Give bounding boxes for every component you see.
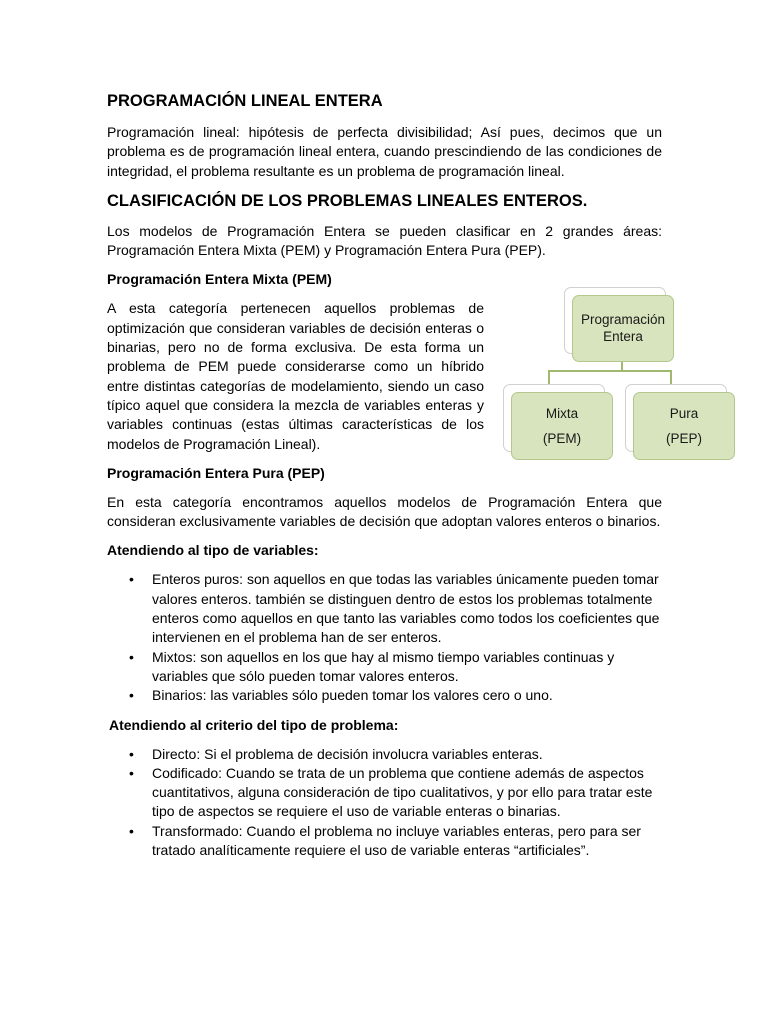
bullet-icon: • — [129, 571, 134, 588]
intro-paragraph: Programación lineal: hipótesis de perfecta divisibilidad; Así pues, decimos que un problema es de programación lineal entera, cuando prescindiendo de las condiciones de integridad, el problema resultante es un problema de programación lineal. — [107, 124, 662, 179]
pep-heading: Programación Entera Pura (PEP) — [107, 464, 325, 481]
document-page — [107, 90, 662, 860]
diagram-node-mixta: Mixta (PEM) — [511, 392, 613, 460]
list-item: • Codificado: Cuando se trata de un problema que contiene además de aspectos cuantitativos, alguna consideración de tipo cualitativos, y por ello para tratar este tipo de aspectos se requiere el uso de variable enteras o binarias. — [129, 764, 653, 820]
bullet-icon: • — [129, 648, 134, 665]
criteria-heading: Atendiendo al criterio del tipo de problema: — [109, 716, 399, 733]
pem-paragraph: A esta categoría pertenecen aquellos problemas de optimización que consideran variables de decisión enteras o binarias, pero no de forma exclusiva. De esta forma un problema de PEM puede considerarse como un híbrido entre distintas categorías de modelamiento, siendo un caso típico aquel que considera la mezcla de variables enteras y variables continuas (estas últimas características de los modelos de Programación Lineal). — [107, 300, 484, 452]
connector-horizontal — [548, 370, 672, 372]
list-item: • Directo: Si el problema de decisión involucra variables enteras. — [107, 745, 662, 764]
connector-vertical-right — [670, 370, 672, 392]
connector-vertical-left — [548, 370, 550, 392]
list-item: • Binarios: las variables sólo pueden tomar los valores cero o uno. — [107, 686, 662, 705]
criteria-list — [107, 745, 662, 861]
pem-heading: Programación Entera Mixta (PEM) — [107, 271, 332, 288]
bullet-icon: • — [129, 764, 134, 781]
variables-heading: Atendiendo al tipo de variables: — [107, 542, 319, 559]
classification-diagram — [497, 284, 747, 466]
diagram-node-pura: Pura (PEP) — [633, 392, 735, 460]
variables-list — [107, 570, 662, 705]
connector-vertical-root — [621, 362, 623, 370]
page-title: PROGRAMACIÓN LINEAL ENTERA — [107, 92, 383, 110]
section-title: CLASIFICACIÓN DE LOS PROBLEMAS LINEALES ENTEROS. — [107, 191, 588, 210]
list-item: • Transformado: Cuando el problema no incluye variables enteras, pero para ser tratado analíticamente requiere el uso de variable enteras “artificiales”. — [129, 822, 641, 859]
bullet-icon: • — [129, 687, 134, 704]
diagram-node-programacion-entera: Programación Entera — [572, 295, 674, 362]
bullet-icon: • — [129, 745, 134, 762]
list-item: • Mixtos: son aquellos en los que hay al mismo tiempo variables continuas y variables que sólo pueden tomar valores enteros. — [129, 648, 615, 684]
list-item: • Enteros puros: son aquellos en que todas las variables únicamente pueden tomar valores enteros. también se distinguen dentro de estos los problemas totalmente enteros como aquellos en que tanto las variables como todos los coeficientes que intervienen en el problema han de ser enteros. — [129, 571, 660, 646]
section-intro-paragraph: Los modelos de Programación Entera se pueden clasificar en 2 grandes áreas: Programación Entera Mixta (PEM) y Programación Entera Pura (PEP). — [107, 222, 662, 259]
pep-paragraph: En esta categoría encontramos aquellos modelos de Programación Entera que consideran exclusivamente variables de decisión que adoptan valores enteros o binarios. — [107, 493, 662, 530]
bullet-icon: • — [129, 822, 134, 839]
